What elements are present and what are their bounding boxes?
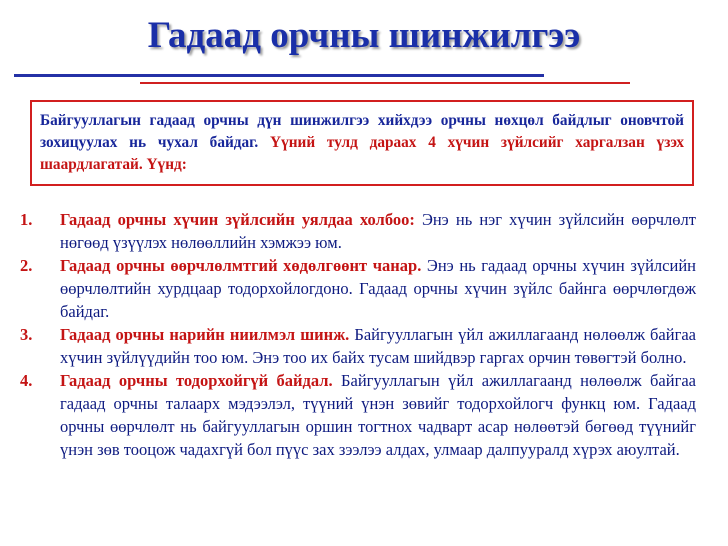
intro-highlight: Үүний тулд дараах 4 хүчин зүйлсийг харгалзан үзэх шаардлагатай. Үүнд: (40, 134, 684, 173)
item-heading: Гадаад орчны нарийн ниилмэл шинж. (60, 325, 350, 344)
intro-text: Байгууллагын гадаад орчны дүн шинжилгээ хийхдээ орчны нөхцөл байдлыг оновчтой зохицуулах нь чухал байдаг. (40, 112, 684, 151)
item-number: 1. (20, 210, 33, 229)
item-body: Байгууллагын үйл ажиллагаанд нөлөөлж байгаа гадаад орчны талаарх мэдээлэл, түүний үнэн зөвийг тодорхойлогч функц юм. Гадаад орчны өөрчлөлт нь байгууллагын оршин тогтнох чадварт асар нөлөөтэй бөгөөд түүнийг үнэн зөв тооцож чадахгүй бол пүүс зах зээлээ алдах, улмаар далпууралд хүрэх аюултай. (60, 371, 696, 459)
list-item (20, 254, 696, 323)
list-item (20, 208, 696, 254)
list-item (20, 369, 696, 461)
list-item (20, 323, 696, 369)
factor-list (20, 208, 696, 461)
item-number: 4. (20, 371, 33, 390)
item-heading: Гадаад орчны өөрчлөлмтгий хөдөлгөөнт чанар. (60, 256, 422, 275)
item-number: 3. (20, 325, 33, 344)
item-body: Байгууллагын үйл ажиллагаанд нөлөөлж байгаа хүчин зүйлүүдийн тоо юм. Энэ тоо их байх тусам шийдвэр гаргах орчин төвөгтэй болно. (60, 325, 696, 367)
item-heading: Гадаад орчны тодорхойгүй байдал. (60, 371, 333, 390)
item-body: Энэ нь нэг хүчин зүйлсийн өөрчлөлт нөгөөд үзүүлэх нөлөөллийн хэмжээ юм. (60, 210, 696, 252)
item-heading: Гадаад орчны хүчин зүйлсийн уялдаа холбоо: (60, 210, 415, 229)
title-underline-red (140, 82, 630, 84)
item-body: Энэ нь гадаад орчны хүчин зүйлсийн өөрчлөлтийн хурдцаар тодорхойлогдоно. Гадаад орчны хүчин зүйлс байнга өөрчлөгдөж байдаг. (60, 256, 696, 321)
title-underline-blue (14, 74, 544, 77)
intro-box (30, 100, 694, 186)
item-number: 2. (20, 256, 33, 275)
slide-title: Гадаад орчны шинжилгээ (147, 15, 581, 56)
